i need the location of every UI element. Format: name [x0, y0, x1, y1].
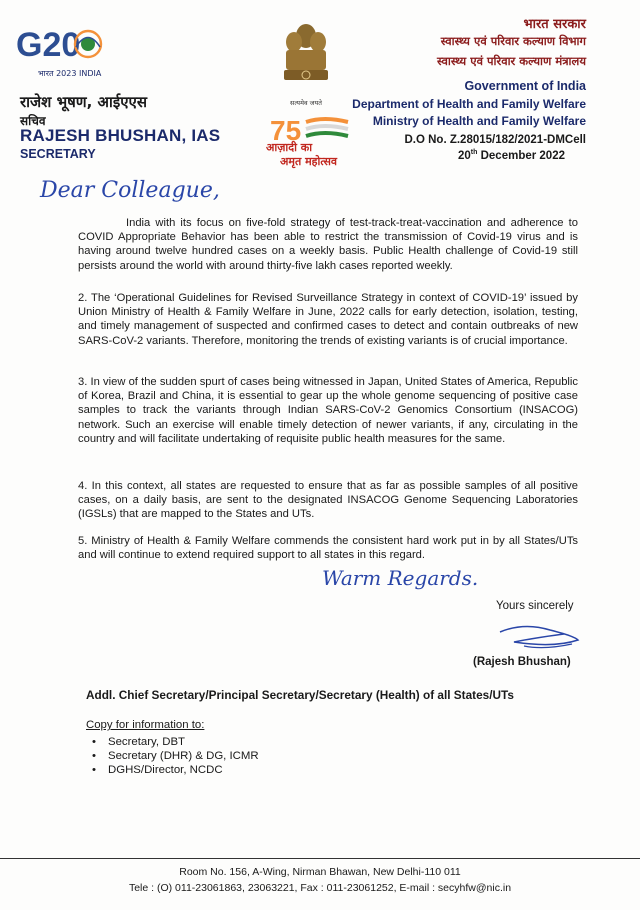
footer-divider	[0, 858, 640, 859]
title-hindi: सचिव	[20, 114, 46, 128]
name-hindi: राजेश भूषण, आईएएस	[20, 93, 147, 111]
emblem-motto: सत्यमेव जयते	[290, 99, 322, 107]
closing-handwritten: Warm Regards.	[322, 566, 479, 590]
paragraph-1-text: India with its focus on five-fold strategy of test-track-treat-vaccination and adherence to COVID Appropriate Behavior has been able to restrict the transmission of Covid-19 virus and is having around twelve hundred cases on a weekly basis. Public Health challenge of Covid-19 still persists around the world with around thirty-five lakh cases reported weekly.	[78, 217, 578, 272]
govt-hindi: भारत सरकार	[523, 17, 586, 32]
copy-item: • Secretary, DBT	[108, 735, 486, 749]
paragraph-1	[78, 216, 578, 273]
paragraph-3-text: 3. In view of the sudden spurt of cases being witnessed in Japan, United States of America, Republic of Korea, Brazil and China, it is essential to gear up the whole genome sequencing of positive case samples to track the variants through Indian SARS-CoV-2 Genomics Consortium (INSACOG) network. Such an exercise will enable timely detection of newer variants, if any, circulating in the country and will facilitate undertaking of requisite public health measures for the same.	[78, 376, 578, 445]
name-english: RAJESH BHUSHAN, IAS	[20, 126, 221, 145]
signature-graphic	[494, 618, 584, 654]
ministry-english: Ministry of Health and Family Welfare	[372, 114, 586, 128]
copy-item: • DGHS/Director, NCDC	[108, 763, 486, 777]
yours-sincerely: Yours sincerely	[496, 600, 574, 612]
national-emblem	[276, 14, 336, 104]
copy-list	[86, 735, 486, 777]
paragraph-2	[78, 291, 578, 348]
paragraph-4	[78, 479, 578, 522]
azadi-line-2: अमृत महोत्सव	[280, 155, 338, 168]
emblem-graphic	[276, 14, 336, 104]
paragraph-4-text: 4. In this context, all states are requested to ensure that as far as possible samples of all positive cases, on a daily basis, are sent to the designated INSACOG Genome Sequencing Laboratories (IGSLs) that are mapped to the States and UTs.	[78, 480, 578, 521]
g20-logo-graphic	[14, 20, 114, 82]
dept-hindi: स्वास्थ्य एवं परिवार कल्याण विभाग	[440, 34, 586, 48]
azadi-number: 75	[270, 115, 302, 146]
salutation-handwritten: Dear Colleague,	[40, 178, 220, 203]
dept-english: Department of Health and Family Welfare	[352, 97, 586, 111]
paragraph-5	[78, 534, 578, 562]
ministry-hindi: स्वास्थ्य एवं परिवार कल्याण मंत्रालय	[437, 54, 586, 68]
addressee: Addl. Chief Secretary/Principal Secretary/Secretary (Health) of all States/UTs	[86, 688, 514, 702]
date-day: 20	[458, 149, 471, 162]
g20-logo-text: G20	[16, 26, 81, 64]
copy-heading: Copy for information to:	[86, 719, 205, 731]
copy-items	[86, 735, 486, 777]
date-rest: December 2022	[477, 149, 565, 162]
govt-english: Government of India	[464, 79, 586, 93]
date-suffix: th	[470, 149, 478, 156]
paragraph-3	[78, 375, 578, 446]
title-english: SECRETARY	[20, 147, 96, 161]
signatory-name: (Rajesh Bhushan)	[473, 656, 571, 668]
g20-logo	[14, 20, 114, 82]
footer-address: Room No. 156, A-Wing, Nirman Bhawan, New Delhi-110 011	[179, 866, 461, 878]
copy-item: • Secretary (DHR) & DG, ICMR	[108, 749, 486, 763]
g20-caption: भारत 2023 INDIA	[38, 69, 102, 78]
paragraph-2-text: 2. The ‘Operational Guidelines for Revised Surveillance Strategy in context of COVID-19’ issued by Union Ministry of Health & Family Welfare in June, 2022 calls for early detection, isolation, testing, and timely management of suspected and confirmed cases to detect and contain outbreaks of new SARS-CoV-2 variants. Therefore, monitoring the trends of existing variants is of crucial importance.	[78, 292, 578, 347]
azadi-line-1: आज़ादी का	[266, 141, 313, 154]
letter-date	[458, 149, 565, 162]
footer-contact: Tele : (O) 011-23061863, 23063221, Fax : 011-23061252, E-mail : secyhfw@nic.in	[128, 882, 512, 894]
signature	[494, 618, 584, 659]
paragraph-5-text: 5. Ministry of Health & Family Welfare commends the consistent hard work put in by all States/UTs and will continue to extend required support to all states in this regard.	[78, 535, 578, 562]
do-number: D.O No. Z.28015/182/2021-DMCell	[404, 134, 586, 146]
